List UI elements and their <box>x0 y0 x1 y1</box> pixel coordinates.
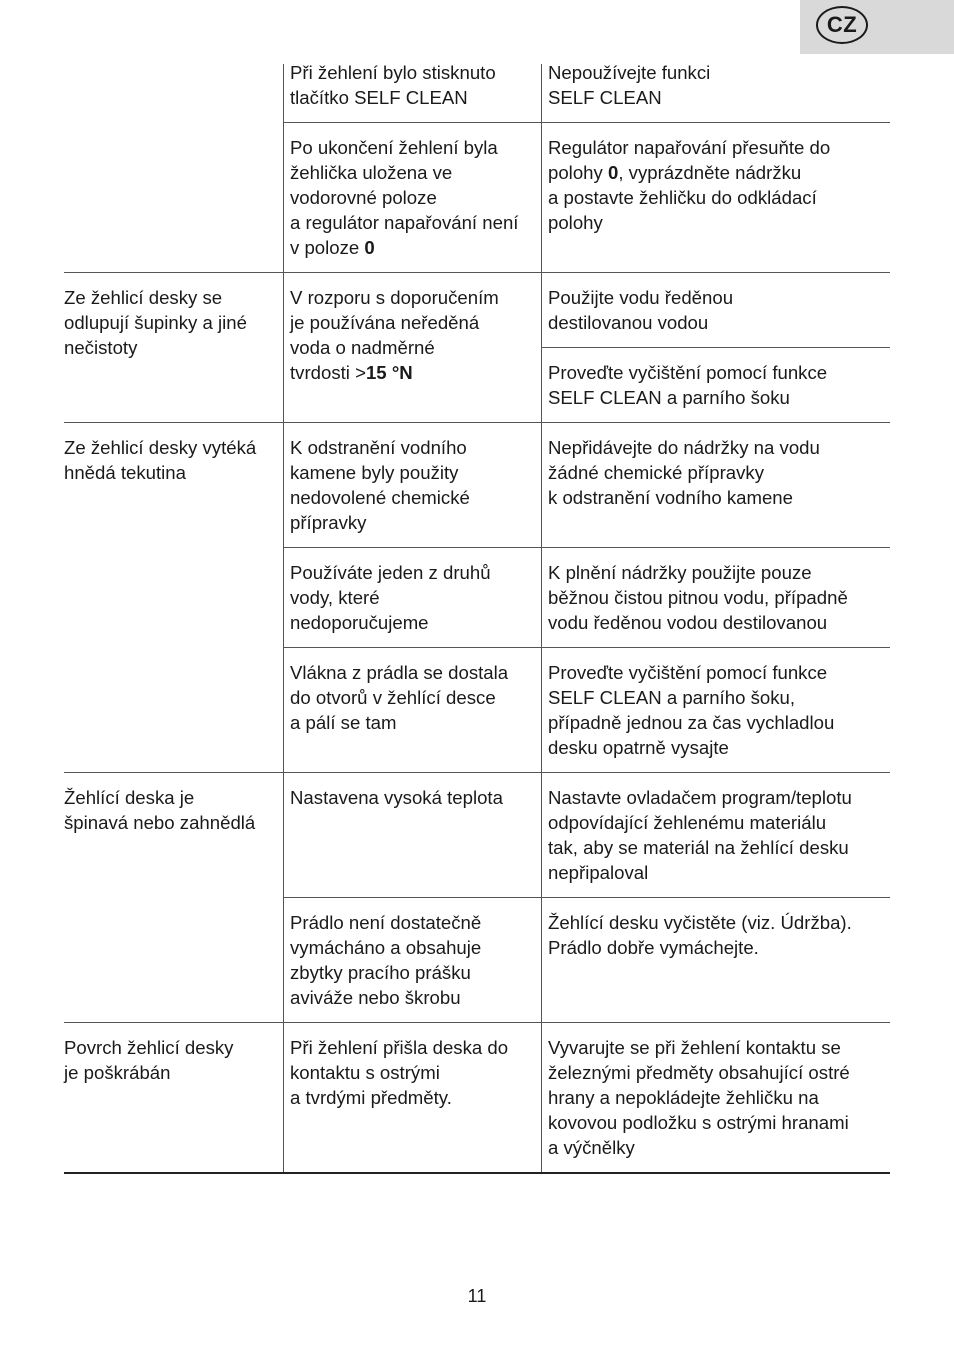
remedy-cell: Vyvarujte se při žehlení kontaktu se železnými předměty obsahující ostré hrany a nepokládejte žehličku na kovovou podložku s ostrými hranami a výčnělky <box>548 1037 850 1158</box>
row-divider <box>283 897 890 898</box>
cause-text: Po ukončení žehlení byla žehlička uložena ve vodorovné poloze a regulátor napařování není v poloze <box>290 137 519 258</box>
cause-cell <box>290 285 499 385</box>
cause-bold-value: 0 <box>364 237 375 258</box>
row-divider <box>64 772 890 773</box>
cause-cell: Při žehlení přišla deska do kontaktu s ostrými a tvrdými předměty. <box>290 1037 509 1108</box>
row-divider <box>64 272 890 273</box>
cause-cell: Při žehlení bylo stisknuto tlačítko SELF CLEAN <box>290 62 496 108</box>
row-divider <box>283 547 890 548</box>
row-divider <box>283 647 890 648</box>
cause-cell <box>290 135 518 260</box>
cause-text: V rozporu s doporučením je používána neředěná voda o nadměrné tvrdosti > <box>290 287 499 383</box>
remedy-cell: Proveďte vyčištění pomocí funkce SELF CLEAN a parního šoku, případně jednou za čas vychladlou desku opatrně vysajte <box>548 662 835 758</box>
remedy-cell: Nepoužívejte funkci SELF CLEAN <box>548 62 711 108</box>
cause-cell: Prádlo není dostatečně vymácháno a obsahuje zbytky pracího prášku aviváže nebo škrobu <box>290 912 482 1008</box>
remedy-cell <box>548 135 830 235</box>
row-divider <box>541 347 890 348</box>
problem-cell: Žehlící deska je špinavá nebo zahnědlá <box>64 787 256 833</box>
problem-cell: Ze žehlicí desky se odlupují šupinky a jiné nečistoty <box>64 287 247 358</box>
cause-cell: Nastavena vysoká teplota <box>290 787 503 808</box>
row-divider <box>64 1022 890 1023</box>
problem-cell: Povrch žehlicí desky je poškrábán <box>64 1037 234 1083</box>
column-divider-2 <box>541 64 542 1172</box>
language-badge: CZ <box>816 6 868 44</box>
cause-cell: Vlákna z prádla se dostala do otvorů v žehlící desce a pálí se tam <box>290 662 509 733</box>
cause-cell: K odstranění vodního kamene byly použity nedovolené chemické přípravky <box>290 437 470 533</box>
table-bottom-rule <box>64 1172 890 1174</box>
remedy-text: Regulátor napařování přesuňte do polohy <box>548 137 831 183</box>
remedy-cell: Nastavte ovladačem program/teplotu odpovídající žehlenému materiálu tak, aby se materiál na žehlící desku nepřipaloval <box>548 787 852 883</box>
cause-bold-value: 15 °N <box>365 362 413 383</box>
remedy-cell: Proveďte vyčištění pomocí funkce SELF CLEAN a parního šoku <box>548 362 828 408</box>
page-number: 11 <box>467 1286 487 1306</box>
column-divider-1 <box>283 64 284 1172</box>
remedy-cell: Žehlící desku vyčistěte (viz. Údržba). Prádlo dobře vymáchejte. <box>548 912 852 958</box>
remedy-cell: K plnění nádržky použijte pouze běžnou čistou pitnou vodu, případně vodu ředěnou vodou destilovanou <box>548 562 848 633</box>
remedy-text: , vyprázdněte nádržku a postavte žehličku do odkládací polohy <box>548 162 817 233</box>
row-divider <box>283 122 890 123</box>
problem-cell: Ze žehlicí desky vytéká hnědá tekutina <box>64 437 257 483</box>
cause-cell: Používáte jeden z druhů vody, které nedoporučujeme <box>290 562 491 633</box>
remedy-bold-value: 0 <box>607 162 619 183</box>
remedy-cell: Použijte vodu ředěnou destilovanou vodou <box>548 287 734 333</box>
row-divider <box>64 422 890 423</box>
remedy-cell: Nepřidávejte do nádržky na vodu žádné chemické přípravky k odstranění vodního kamene <box>548 437 820 508</box>
